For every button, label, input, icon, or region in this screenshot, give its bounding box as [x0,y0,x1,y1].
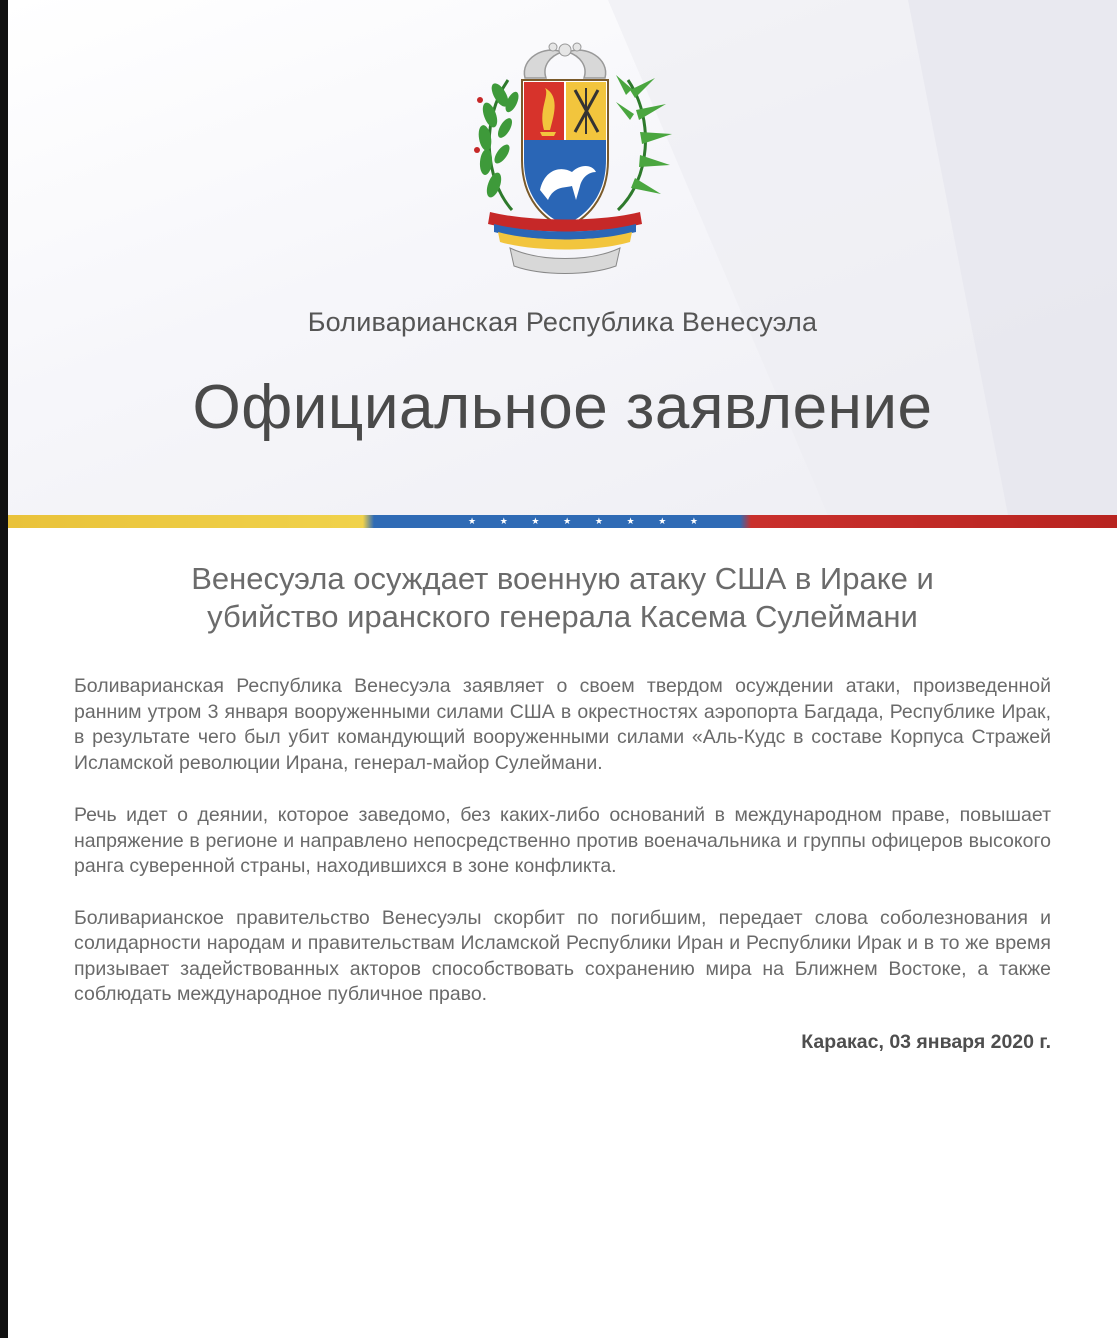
shield-icon [522,80,608,228]
cornucopia-icon [524,43,605,78]
headline-line: Венесуэла осуждает военную атаку США в Ираке и [191,561,934,596]
laurel-branch-icon [474,80,521,210]
star-icon: ★ [499,516,508,526]
headline-line: убийство иранского генерала Касема Сулеймани [207,599,918,634]
flag-stars [468,515,698,528]
star-icon: ★ [689,516,698,526]
statement-paragraph: Речь идет о деянии, которое заведомо, без каких-либо оснований в международном праве, повышает напряжение в регионе и направлено непосредственно против военачальника и группы офицеров высокого ранга суверенной страны, находившихся в зоне конфликта. [74,804,1051,877]
statement-paragraph: Боливарианское правительство Венесуэлы скорбит по погибшим, передает слова соболезнования и солидарности народам и правительствам Исламской Республики Иран и Республики Ирак и в то же время призывает задействованных акторов способствовать сохранению мира на Ближнем Востоке, а также соблюдать международное публичное право. [74,906,1051,1005]
coat-of-arms-icon [450,40,680,275]
ribbon-icon [488,212,642,274]
star-icon: ★ [594,516,603,526]
star-icon: ★ [626,516,635,526]
star-icon: ★ [658,516,667,526]
document-header [8,0,1117,515]
star-icon: ★ [468,516,477,526]
place-and-date-signature: Каракас, 03 января 2020 г. [801,1030,1051,1053]
left-edge-border [0,0,8,1338]
statement-headline [74,560,1051,636]
star-icon: ★ [531,516,540,526]
flag-color-band [8,515,1117,528]
star-icon: ★ [563,516,572,526]
statement-body [74,560,1051,1054]
document-title: Официальное заявление [192,373,933,442]
statement-paragraph: Боливарианская Республика Венесуэла заявляет о своем твердом осуждении атаки, произведенной ранним утром 3 января вооруженными силами США в окрестностях аэропорта Багдада, Республике Ирак, в результате чего был убит командующий вооруженными силами «Аль-Кудс в составе Корпуса Стражей Исламской революции Ирана, генерал-майор Сулеймани. [74,675,1051,774]
republic-name: Боливарианская Республика Венесуэла [307,307,818,337]
palm-branch-icon [616,75,672,210]
